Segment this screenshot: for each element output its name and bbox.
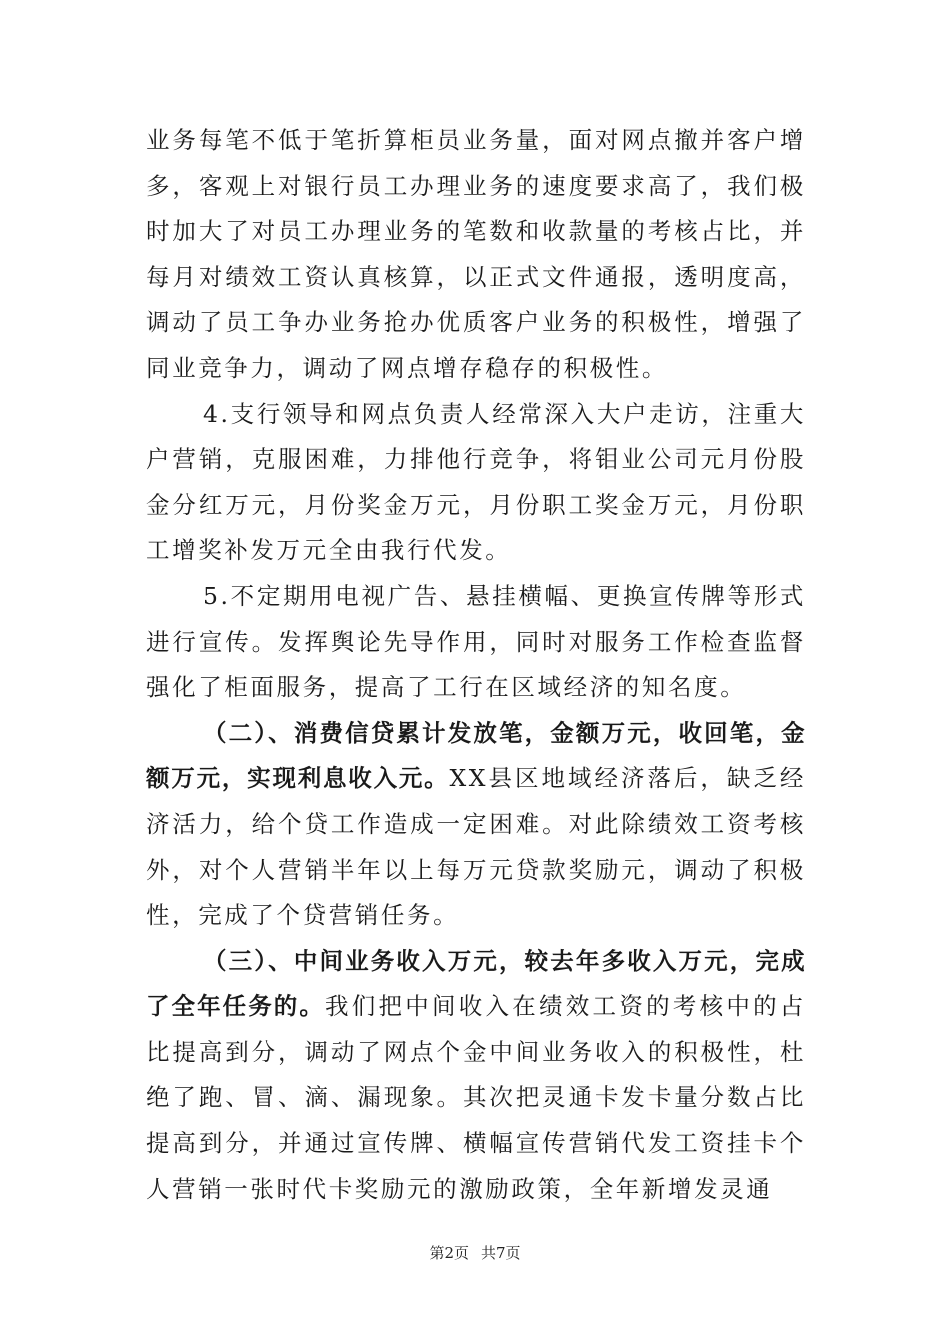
page-footer	[0, 1242, 950, 1263]
paragraph-3: 5.不定期用电视广告、悬挂横幅、更换宣传牌等形式进行宣传。发挥舆论先导作用，同时对服务工作检查监督强化了柜面服务，提高了工行在区域经济的知名度。	[146, 581, 806, 702]
paragraph-5	[146, 939, 806, 1213]
document-body	[146, 118, 806, 1212]
paragraph-5-text: 我们把中间收入在绩效工资的考核中的占比提高到分，调动了网点个金中间业务收入的积极性，杜绝了跑、冒、滴、漏现象。其次把灵通卡发卡量分数占比提高到分，并通过宣传牌、横幅宣传营销代发工资挂卡个人营销一张时代卡奖励元的激励政策，全年新增发灵通	[146, 992, 806, 1203]
paragraph-1: 业务每笔不低于笔折算柜员业务量，面对网点撤并客户增多，客观上对银行员工办理业务的速度要求高了，我们极时加大了对员工办理业务的笔数和收款量的考核占比，并每月对绩效工资认真核算，以正式文件通报，透明度高，调动了员工争办业务抢办优质客户业务的积极性，增强了同业竞争力，调动了网点增存稳存的积极性。	[146, 126, 806, 382]
paragraph-4-text: XX县区地域经济落后，缺乏经济活力，给个贷工作造成一定困难。对此除绩效工资考核外，对个人营销半年以上每万元贷款奖励元，调动了积极性，完成了个贷营销任务。	[146, 764, 806, 930]
page-total: 共7页	[481, 1244, 521, 1262]
section-heading-3: （三）、中间业务收入万元，较去年多收入万元，完成了全年任务的。	[146, 946, 806, 1021]
page-number: 第2页	[429, 1244, 469, 1262]
paragraph-4	[146, 711, 806, 939]
paragraph-2: 4.支行领导和网点负责人经常深入大户走访，注重大户营销，克服困难，力排他行竞争，将钼业公司元月份股金分红万元，月份奖金万元，月份职工奖金万元，月份职工增奖补发万元全由我行代发。	[146, 399, 806, 565]
section-heading-2: （二）、消费信贷累计发放笔，金额万元，收回笔，金额万元，实现利息收入元。	[146, 718, 806, 793]
